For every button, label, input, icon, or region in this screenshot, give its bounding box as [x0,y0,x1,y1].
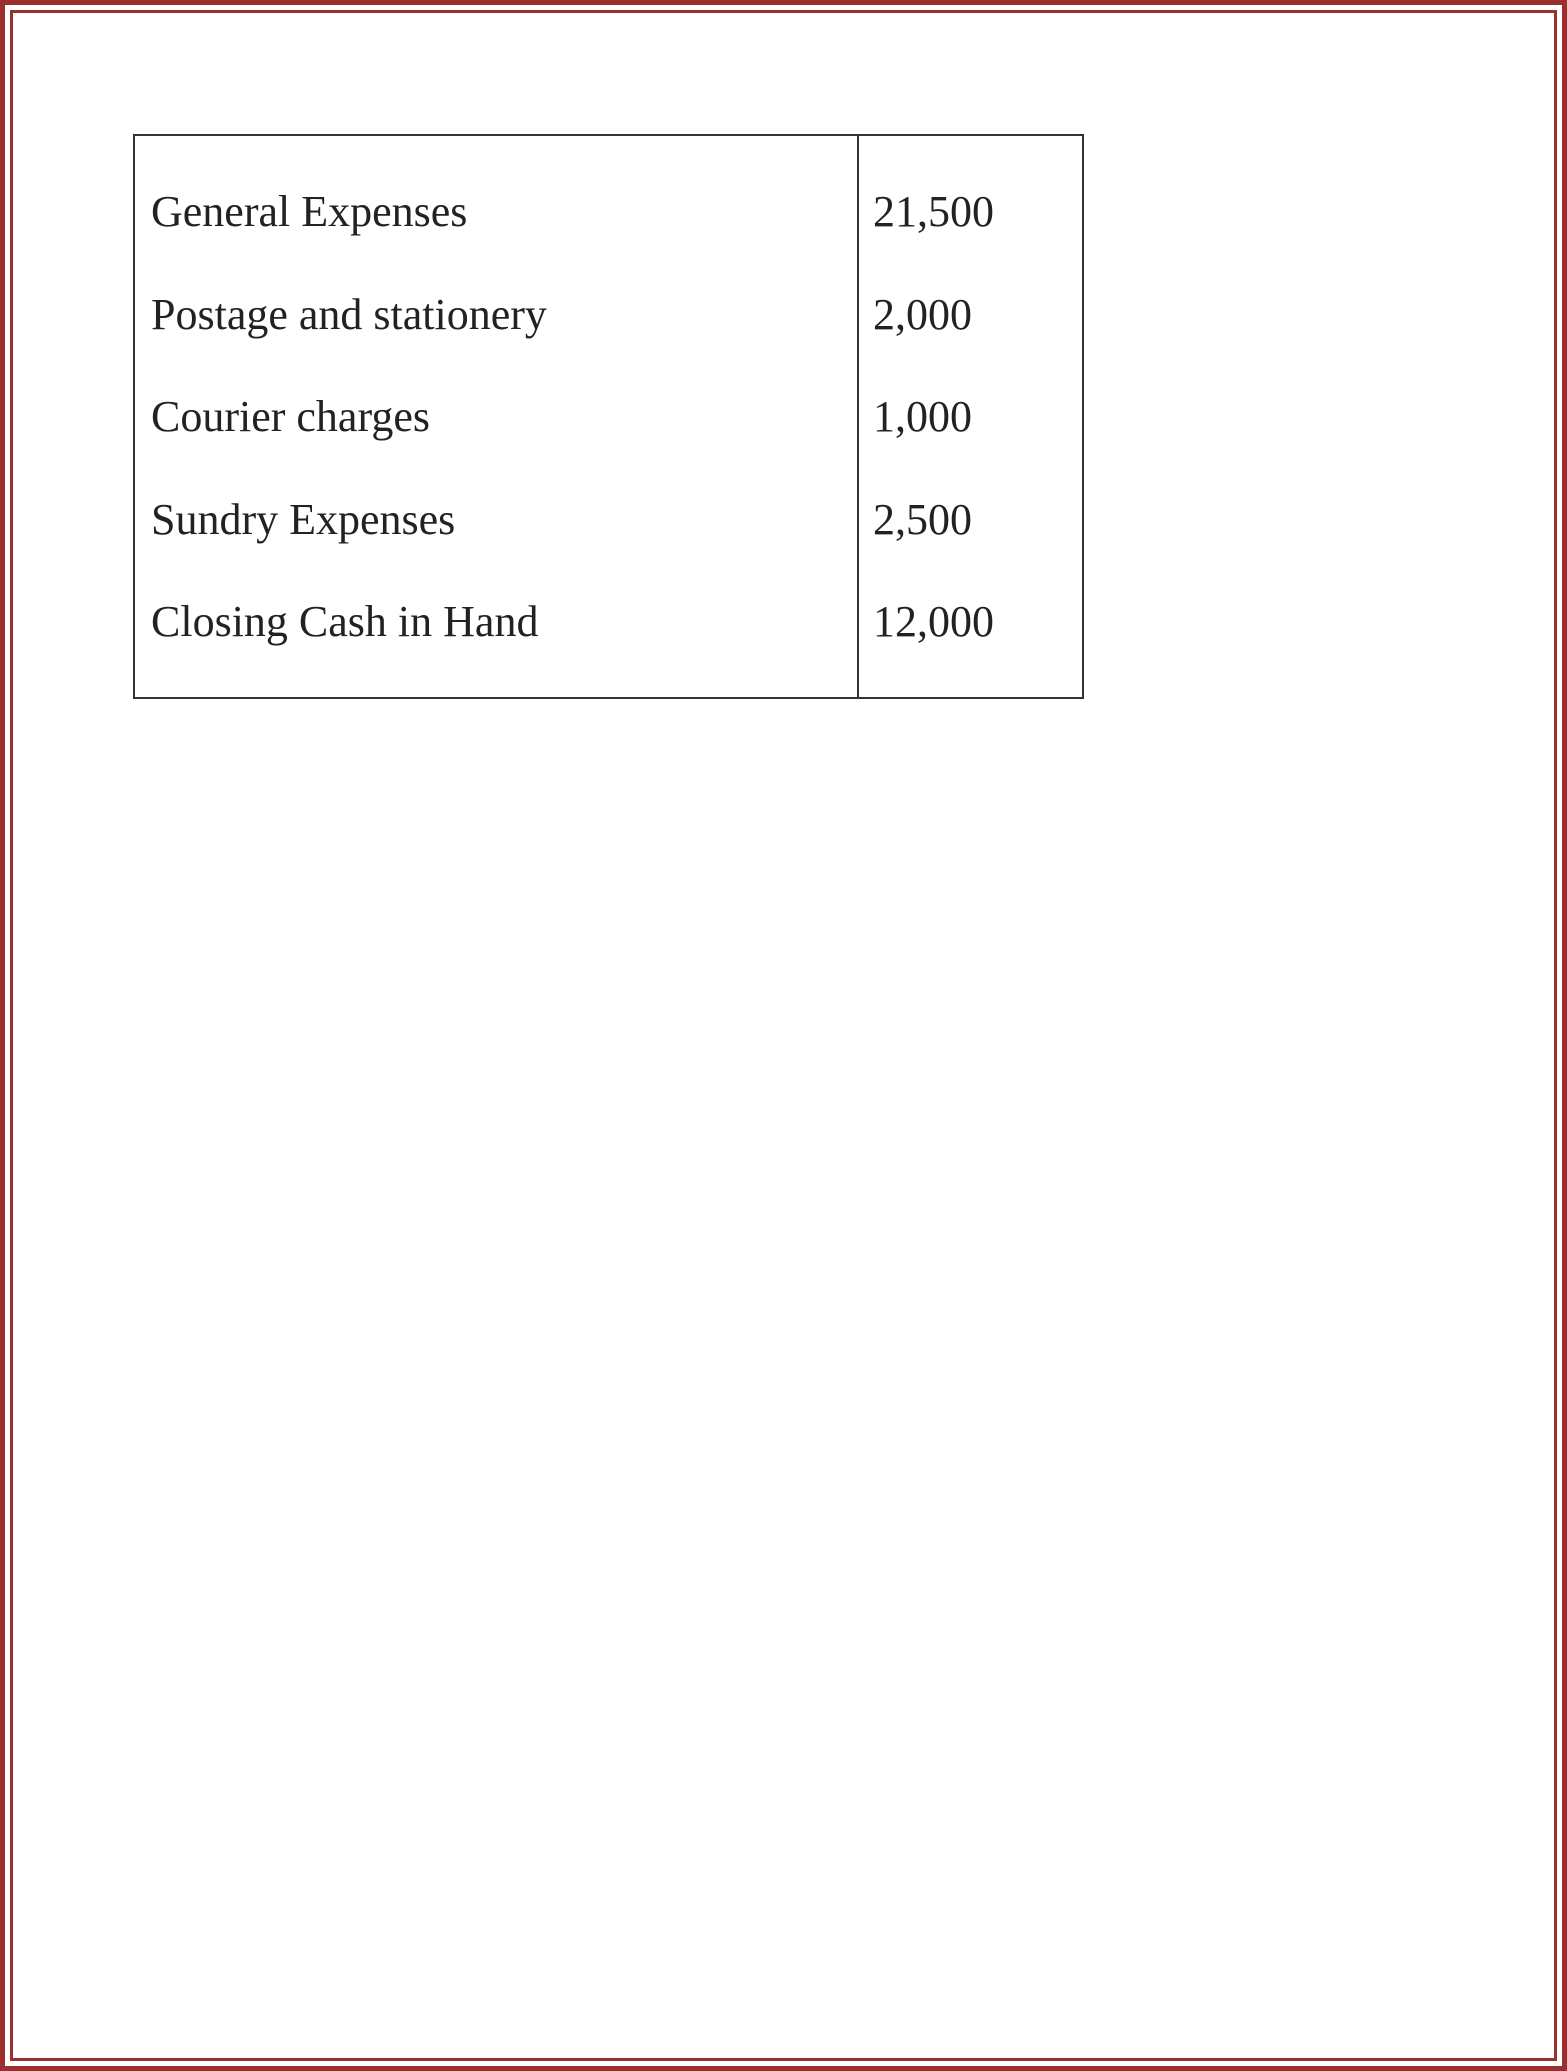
row-amount: 21,500 [873,187,994,236]
row-amount: 2,000 [873,289,972,339]
row-amount: 2,500 [873,494,972,544]
row-label: Closing Cash in Hand [151,597,539,646]
row-label: Sundry Expenses [151,494,456,544]
row-label: Courier charges [151,392,430,441]
row-amount: 1,000 [873,392,972,441]
amount-column [859,136,1082,697]
row-label: Postage and stationery [151,289,547,339]
row-label: General Expenses [151,187,468,236]
row-amount: 12,000 [873,597,994,646]
label-column [135,136,859,697]
expense-table [133,134,1084,699]
